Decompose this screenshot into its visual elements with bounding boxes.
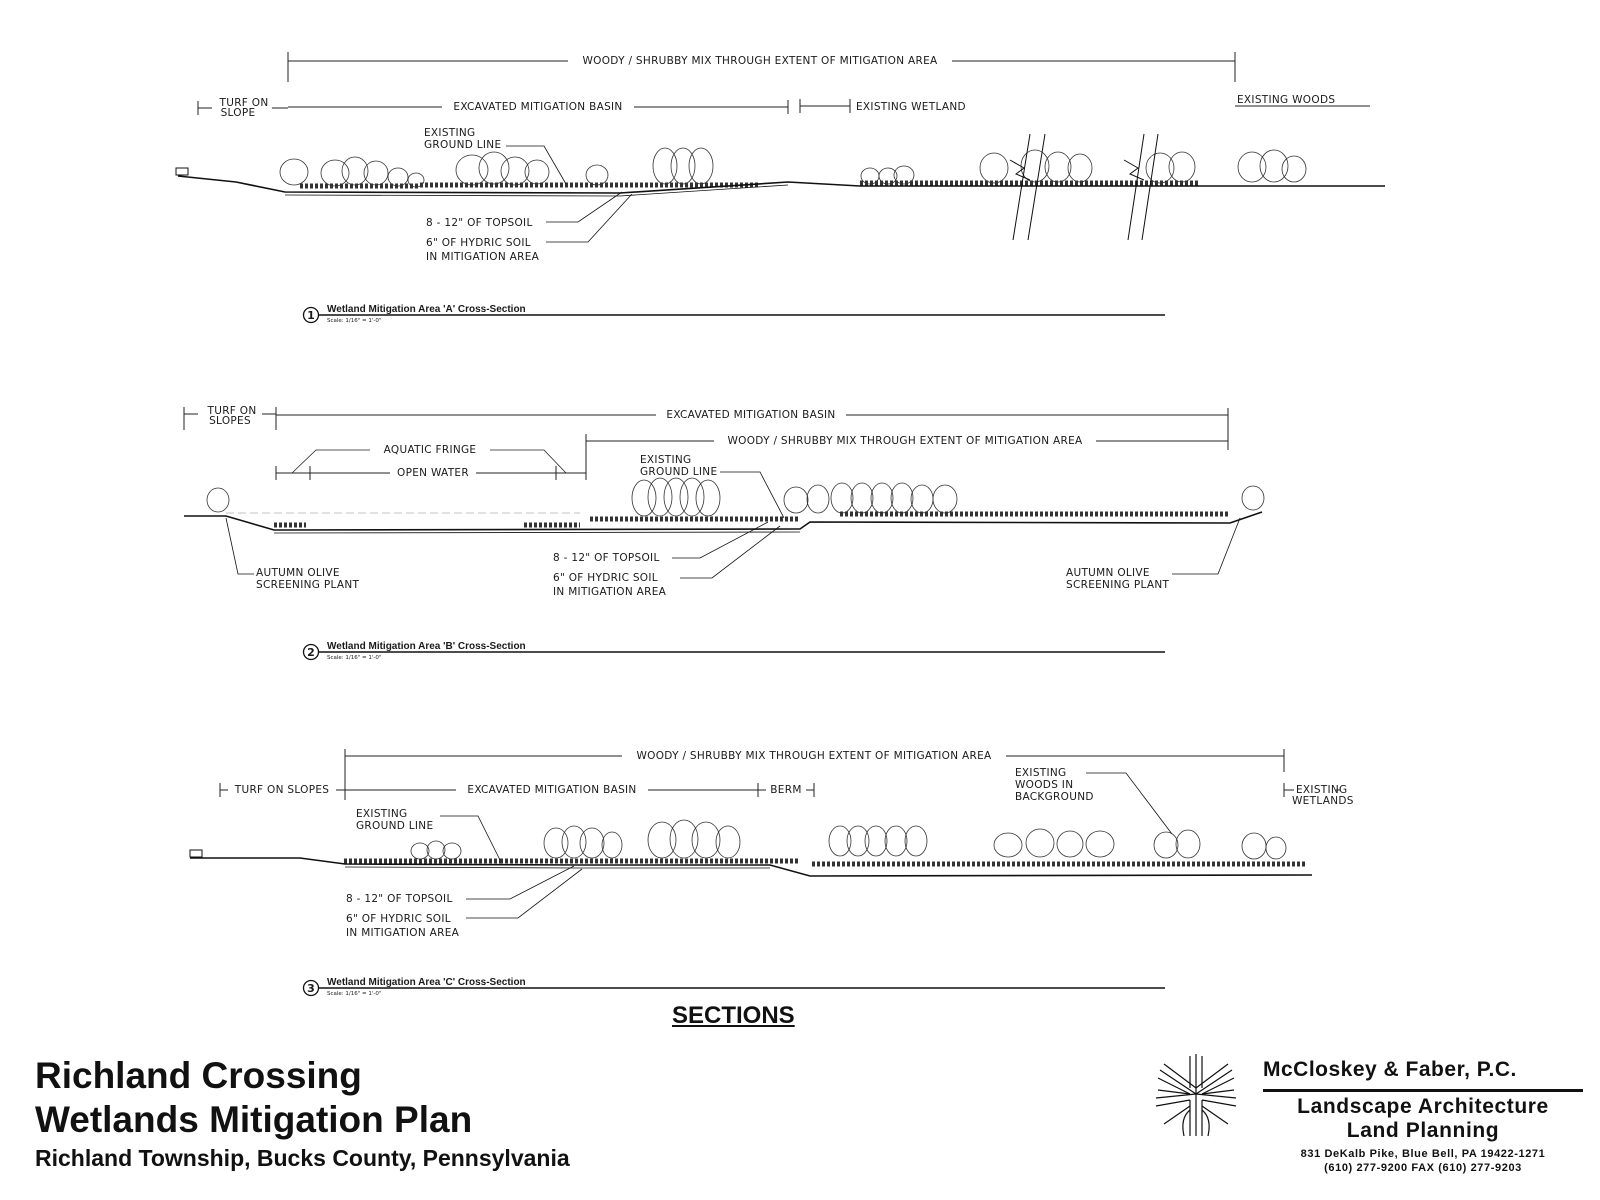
section-b-scale: Scale: 1/16" = 1'-0" <box>327 655 382 661</box>
section-b-screen-left-label-2: SCREENING PLANT <box>256 579 360 591</box>
section-a-hydric-label-1: 6" OF HYDRIC SOIL <box>426 237 531 249</box>
section-b-topsoil-label: 8 - 12" OF TOPSOIL <box>553 552 660 564</box>
section-c-number: 3 <box>307 982 315 995</box>
section-b-number: 2 <box>307 646 315 659</box>
section-c-existing-wetlands-label-1: EXISTING <box>1296 784 1348 796</box>
section-b-hydric-label-2: IN MITIGATION AREA <box>553 586 667 598</box>
section-b-hydric-label-1: 6" OF HYDRIC SOIL <box>553 572 658 584</box>
project-plan-title: Wetlands Mitigation Plan <box>35 1099 473 1140</box>
firm-address: 831 DeKalb Pike, Blue Bell, PA 19422-1271 <box>1300 1148 1546 1160</box>
section-c-existing-wetlands-label-2: WETLANDS <box>1292 795 1354 807</box>
section-b <box>184 404 1264 661</box>
section-a-turf-label-1: TURF ON <box>219 97 269 109</box>
project-location: Richland Township, Bucks County, Pennsylvania <box>35 1145 570 1171</box>
section-a <box>176 52 1385 324</box>
section-a-topsoil-label: 8 - 12" OF TOPSOIL <box>426 217 533 229</box>
project-name: Richland Crossing <box>35 1055 362 1096</box>
section-c-berm-label: BERM <box>770 784 802 796</box>
firm-name: McCloskey & Faber, P.C. <box>1263 1058 1517 1081</box>
section-c-existing-woods-label-3: BACKGROUND <box>1015 791 1094 803</box>
section-a-number: 1 <box>307 309 315 322</box>
section-c-existing-woods-label-1: EXISTING <box>1015 767 1067 779</box>
firm-discipline-1: Landscape Architecture <box>1297 1095 1549 1118</box>
section-b-screen-right-label-2: SCREENING PLANT <box>1066 579 1170 591</box>
section-b-turf-label-2: SLOPES <box>209 415 251 427</box>
firm-logo-icon <box>1150 1048 1242 1138</box>
section-b-ground-line-label-1: EXISTING <box>640 454 692 466</box>
section-c-ground-line-label-1: EXISTING <box>356 808 408 820</box>
section-c-basin-label: EXCAVATED MITIGATION BASIN <box>467 784 637 796</box>
section-b-woody-mix-label: WOODY / SHRUBBY MIX THROUGH EXTENT OF MITIGATION AREA <box>727 435 1083 447</box>
section-a-turf-label-2: SLOPE <box>220 107 256 119</box>
section-b-screen-left-label-1: AUTUMN OLIVE <box>256 567 340 579</box>
section-a-existing-woods-label: EXISTING WOODS <box>1237 94 1336 106</box>
section-b-ground-line-label-2: GROUND LINE <box>640 466 718 478</box>
section-a-title: Wetland Mitigation Area 'A' Cross-Section <box>327 304 526 315</box>
section-b-basin-label: EXCAVATED MITIGATION BASIN <box>666 409 836 421</box>
firm-phone: (610) 277-9200 FAX (610) 277-9203 <box>1324 1162 1522 1174</box>
section-c-hydric-label-1: 6" OF HYDRIC SOIL <box>346 913 451 925</box>
section-c-turf-label: TURF ON SLOPES <box>234 784 330 796</box>
firm-divider <box>1263 1089 1583 1092</box>
section-c-title: Wetland Mitigation Area 'C' Cross-Section <box>327 977 526 988</box>
section-b-title: Wetland Mitigation Area 'B' Cross-Section <box>327 641 526 652</box>
section-c <box>190 749 1354 997</box>
section-c-existing-woods-label-2: WOODS IN <box>1015 779 1074 791</box>
section-c-ground-line-label-2: GROUND LINE <box>356 820 434 832</box>
section-a-scale: Scale: 1/16" = 1'-0" <box>327 318 382 324</box>
section-a-woody-mix-label: WOODY / SHRUBBY MIX THROUGH EXTENT OF MITIGATION AREA <box>582 55 938 67</box>
sections-heading: SECTIONS <box>672 1002 795 1029</box>
firm-discipline-2: Land Planning <box>1346 1119 1500 1142</box>
section-b-screen-right-label-1: AUTUMN OLIVE <box>1066 567 1150 579</box>
section-b-open-water-label: OPEN WATER <box>397 467 469 479</box>
section-b-turf-label-1: TURF ON <box>207 405 257 417</box>
section-a-ground-line-label-1: EXISTING <box>424 127 476 139</box>
section-c-woody-mix-label: WOODY / SHRUBBY MIX THROUGH EXTENT OF MITIGATION AREA <box>636 750 992 762</box>
section-a-existing-wetland-label: EXISTING WETLAND <box>856 101 966 113</box>
section-a-ground-line-label-2: GROUND LINE <box>424 139 502 151</box>
section-c-scale: Scale: 1/16" = 1'-0" <box>327 991 382 997</box>
section-a-basin-label: EXCAVATED MITIGATION BASIN <box>453 101 623 113</box>
section-c-hydric-label-2: IN MITIGATION AREA <box>346 927 460 939</box>
section-c-topsoil-label: 8 - 12" OF TOPSOIL <box>346 893 453 905</box>
section-b-aquatic-fringe-label: AQUATIC FRINGE <box>383 444 477 456</box>
section-a-hydric-label-2: IN MITIGATION AREA <box>426 251 540 263</box>
